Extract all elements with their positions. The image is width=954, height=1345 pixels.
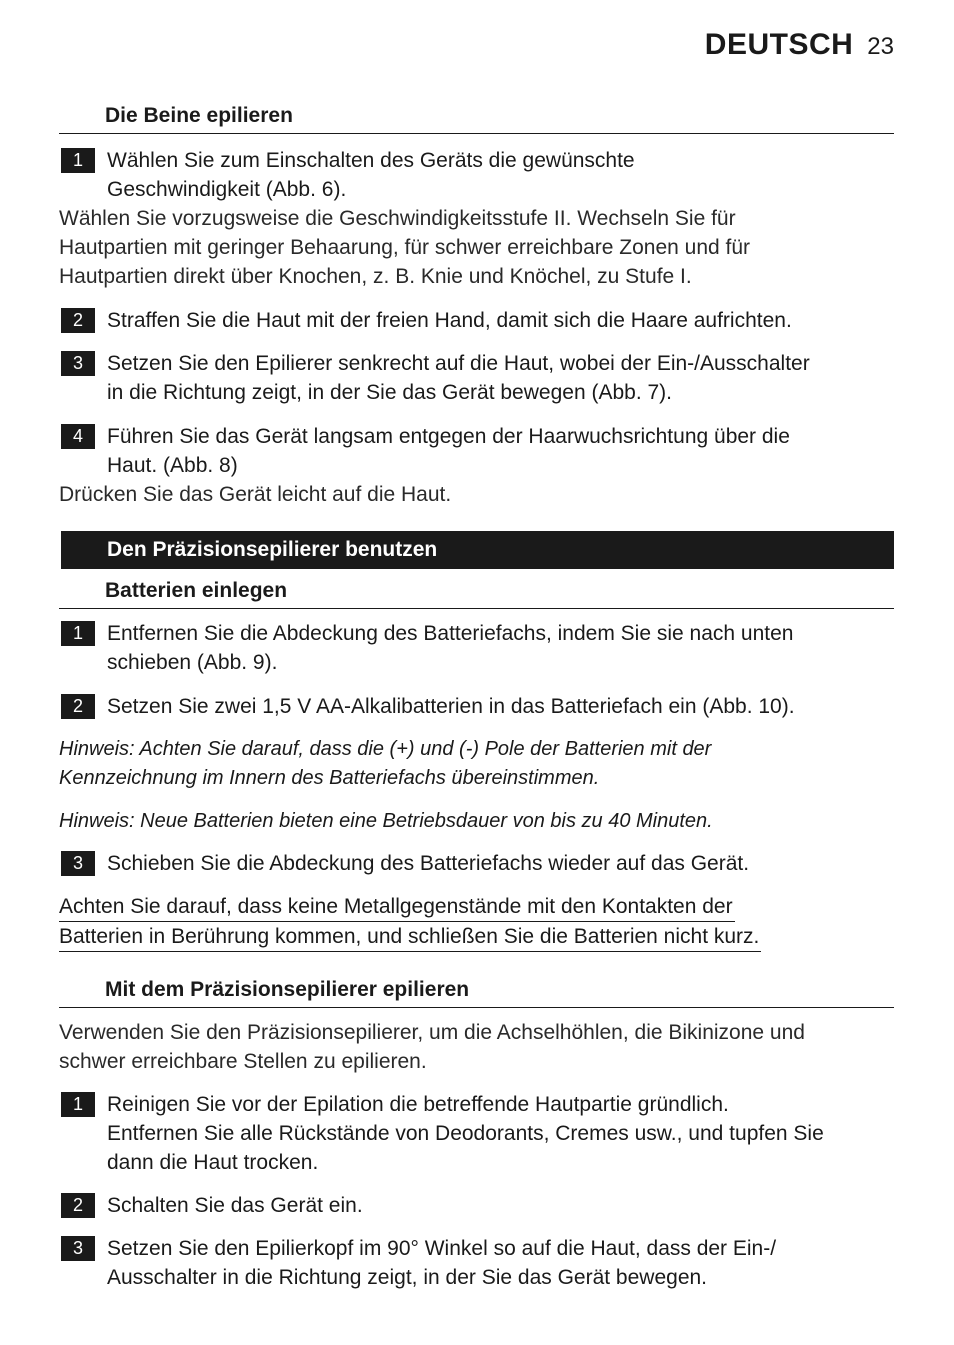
step-number: 2 <box>61 308 95 333</box>
step-text: Straffen Sie die Haut mit der freien Hand, damit sich die Haare aufrichten. <box>107 309 792 332</box>
step-text-line: Wählen Sie zum Einschalten des Geräts die gewünschte <box>107 149 635 172</box>
step-item <box>59 349 894 407</box>
step-text-line: Geschwindigkeit (Abb. 6). <box>107 178 347 201</box>
body-paragraph: Drücken Sie das Gerät leicht auf die Haut. <box>59 483 452 506</box>
language-label: DEUTSCH <box>704 28 854 61</box>
step-item <box>59 692 894 721</box>
step-text-line: dann die Haut trocken. <box>107 1151 319 1174</box>
step-text <box>107 349 894 407</box>
body-paragraph <box>59 204 894 291</box>
step-text: Schalten Sie das Gerät ein. <box>107 1194 363 1217</box>
step-item <box>59 306 894 335</box>
step-number: 1 <box>61 621 95 646</box>
section-heading-epilating: Mit dem Präzisionsepilierer epilieren <box>59 978 894 1008</box>
step-item <box>59 1090 894 1177</box>
step-number: 3 <box>61 1236 95 1261</box>
note-line: Hinweis: Achten Sie darauf, dass die (+) und (-) Pole der Batterien mit der <box>59 738 712 760</box>
step-item <box>59 849 894 878</box>
step-item <box>59 1234 894 1292</box>
step-text-line: Setzen Sie den Epilierkopf im 90° Winkel so auf die Haut, dass der Ein-/ <box>107 1237 777 1260</box>
step-number: 3 <box>61 351 95 376</box>
step-text-line: Ausschalter in die Richtung zeigt, in der Sie das Gerät bewegen. <box>107 1266 708 1289</box>
step-number: 1 <box>61 1092 95 1117</box>
step-item <box>59 146 894 204</box>
paragraph-line: schwer erreichbare Stellen zu epilieren. <box>59 1050 427 1073</box>
step-text-line: schieben (Abb. 9). <box>107 651 278 674</box>
step-number: 2 <box>61 1193 95 1218</box>
paragraph-line: Hautpartien direkt über Knochen, z. B. Knie und Knöchel, zu Stufe I. <box>59 265 692 288</box>
warning-line: Batterien in Berührung kommen, und schließen Sie die Batterien nicht kurz. <box>59 922 761 952</box>
step-text: Setzen Sie zwei 1,5 V AA-Alkalibatterien in das Batteriefach ein (Abb. 10). <box>107 695 795 718</box>
page-number: 23 <box>867 33 894 60</box>
note-paragraph <box>59 735 894 793</box>
step-text <box>107 422 894 480</box>
warning-paragraph <box>59 892 894 952</box>
step-text-line: Führen Sie das Gerät langsam entgegen der Haarwuchsrichtung über die <box>107 425 790 448</box>
step-text-line: Reinigen Sie vor der Epilation die betreffende Hautpartie gründlich. <box>107 1093 729 1116</box>
paragraph-line: Verwenden Sie den Präzisionsepilierer, um die Achselhöhlen, die Bikinizone und <box>59 1021 805 1044</box>
page-content <box>59 104 894 1292</box>
step-text <box>107 1090 894 1177</box>
paragraph-line: Hautpartien mit geringer Behaarung, für schwer erreichbare Zonen und für <box>59 236 751 259</box>
page-header <box>705 28 894 62</box>
step-item <box>59 1191 894 1220</box>
step-item <box>59 619 894 677</box>
step-text-line: Haut. (Abb. 8) <box>107 454 238 477</box>
section-heading-batteries: Batterien einlegen <box>59 579 894 609</box>
body-paragraph <box>59 1018 894 1076</box>
step-text <box>107 1234 894 1292</box>
section-heading-legs: Die Beine epilieren <box>59 104 894 134</box>
step-text-line: Entfernen Sie die Abdeckung des Batteriefachs, indem Sie sie nach unten <box>107 622 794 645</box>
paragraph-line: Wählen Sie vorzugsweise die Geschwindigkeitsstufe II. Wechseln Sie für <box>59 207 736 230</box>
step-text <box>107 146 894 204</box>
step-text <box>107 619 894 677</box>
step-text-line: Setzen Sie den Epilierer senkrecht auf die Haut, wobei der Ein-/Ausschalter <box>107 352 810 375</box>
step-number: 4 <box>61 424 95 449</box>
step-number: 1 <box>61 148 95 173</box>
note-paragraph: Hinweis: Neue Batterien bieten eine Betriebsdauer von bis zu 40 Minuten. <box>59 810 713 832</box>
step-text: Schieben Sie die Abdeckung des Batteriefachs wieder auf das Gerät. <box>107 852 750 875</box>
step-item <box>59 422 894 480</box>
step-number: 2 <box>61 694 95 719</box>
warning-line: Achten Sie darauf, dass keine Metallgegenstände mit den Kontakten der <box>59 892 735 922</box>
section-bar-precision-epilator: Den Präzisionsepilierer benutzen <box>61 531 894 569</box>
note-line: Kennzeichnung im Innern des Batteriefachs übereinstimmen. <box>59 767 600 789</box>
step-number: 3 <box>61 851 95 876</box>
step-text-line: in die Richtung zeigt, in der Sie das Gerät bewegen (Abb. 7). <box>107 381 672 404</box>
step-text-line: Entfernen Sie alle Rückstände von Deodorants, Cremes usw., und tupfen Sie <box>107 1122 824 1145</box>
